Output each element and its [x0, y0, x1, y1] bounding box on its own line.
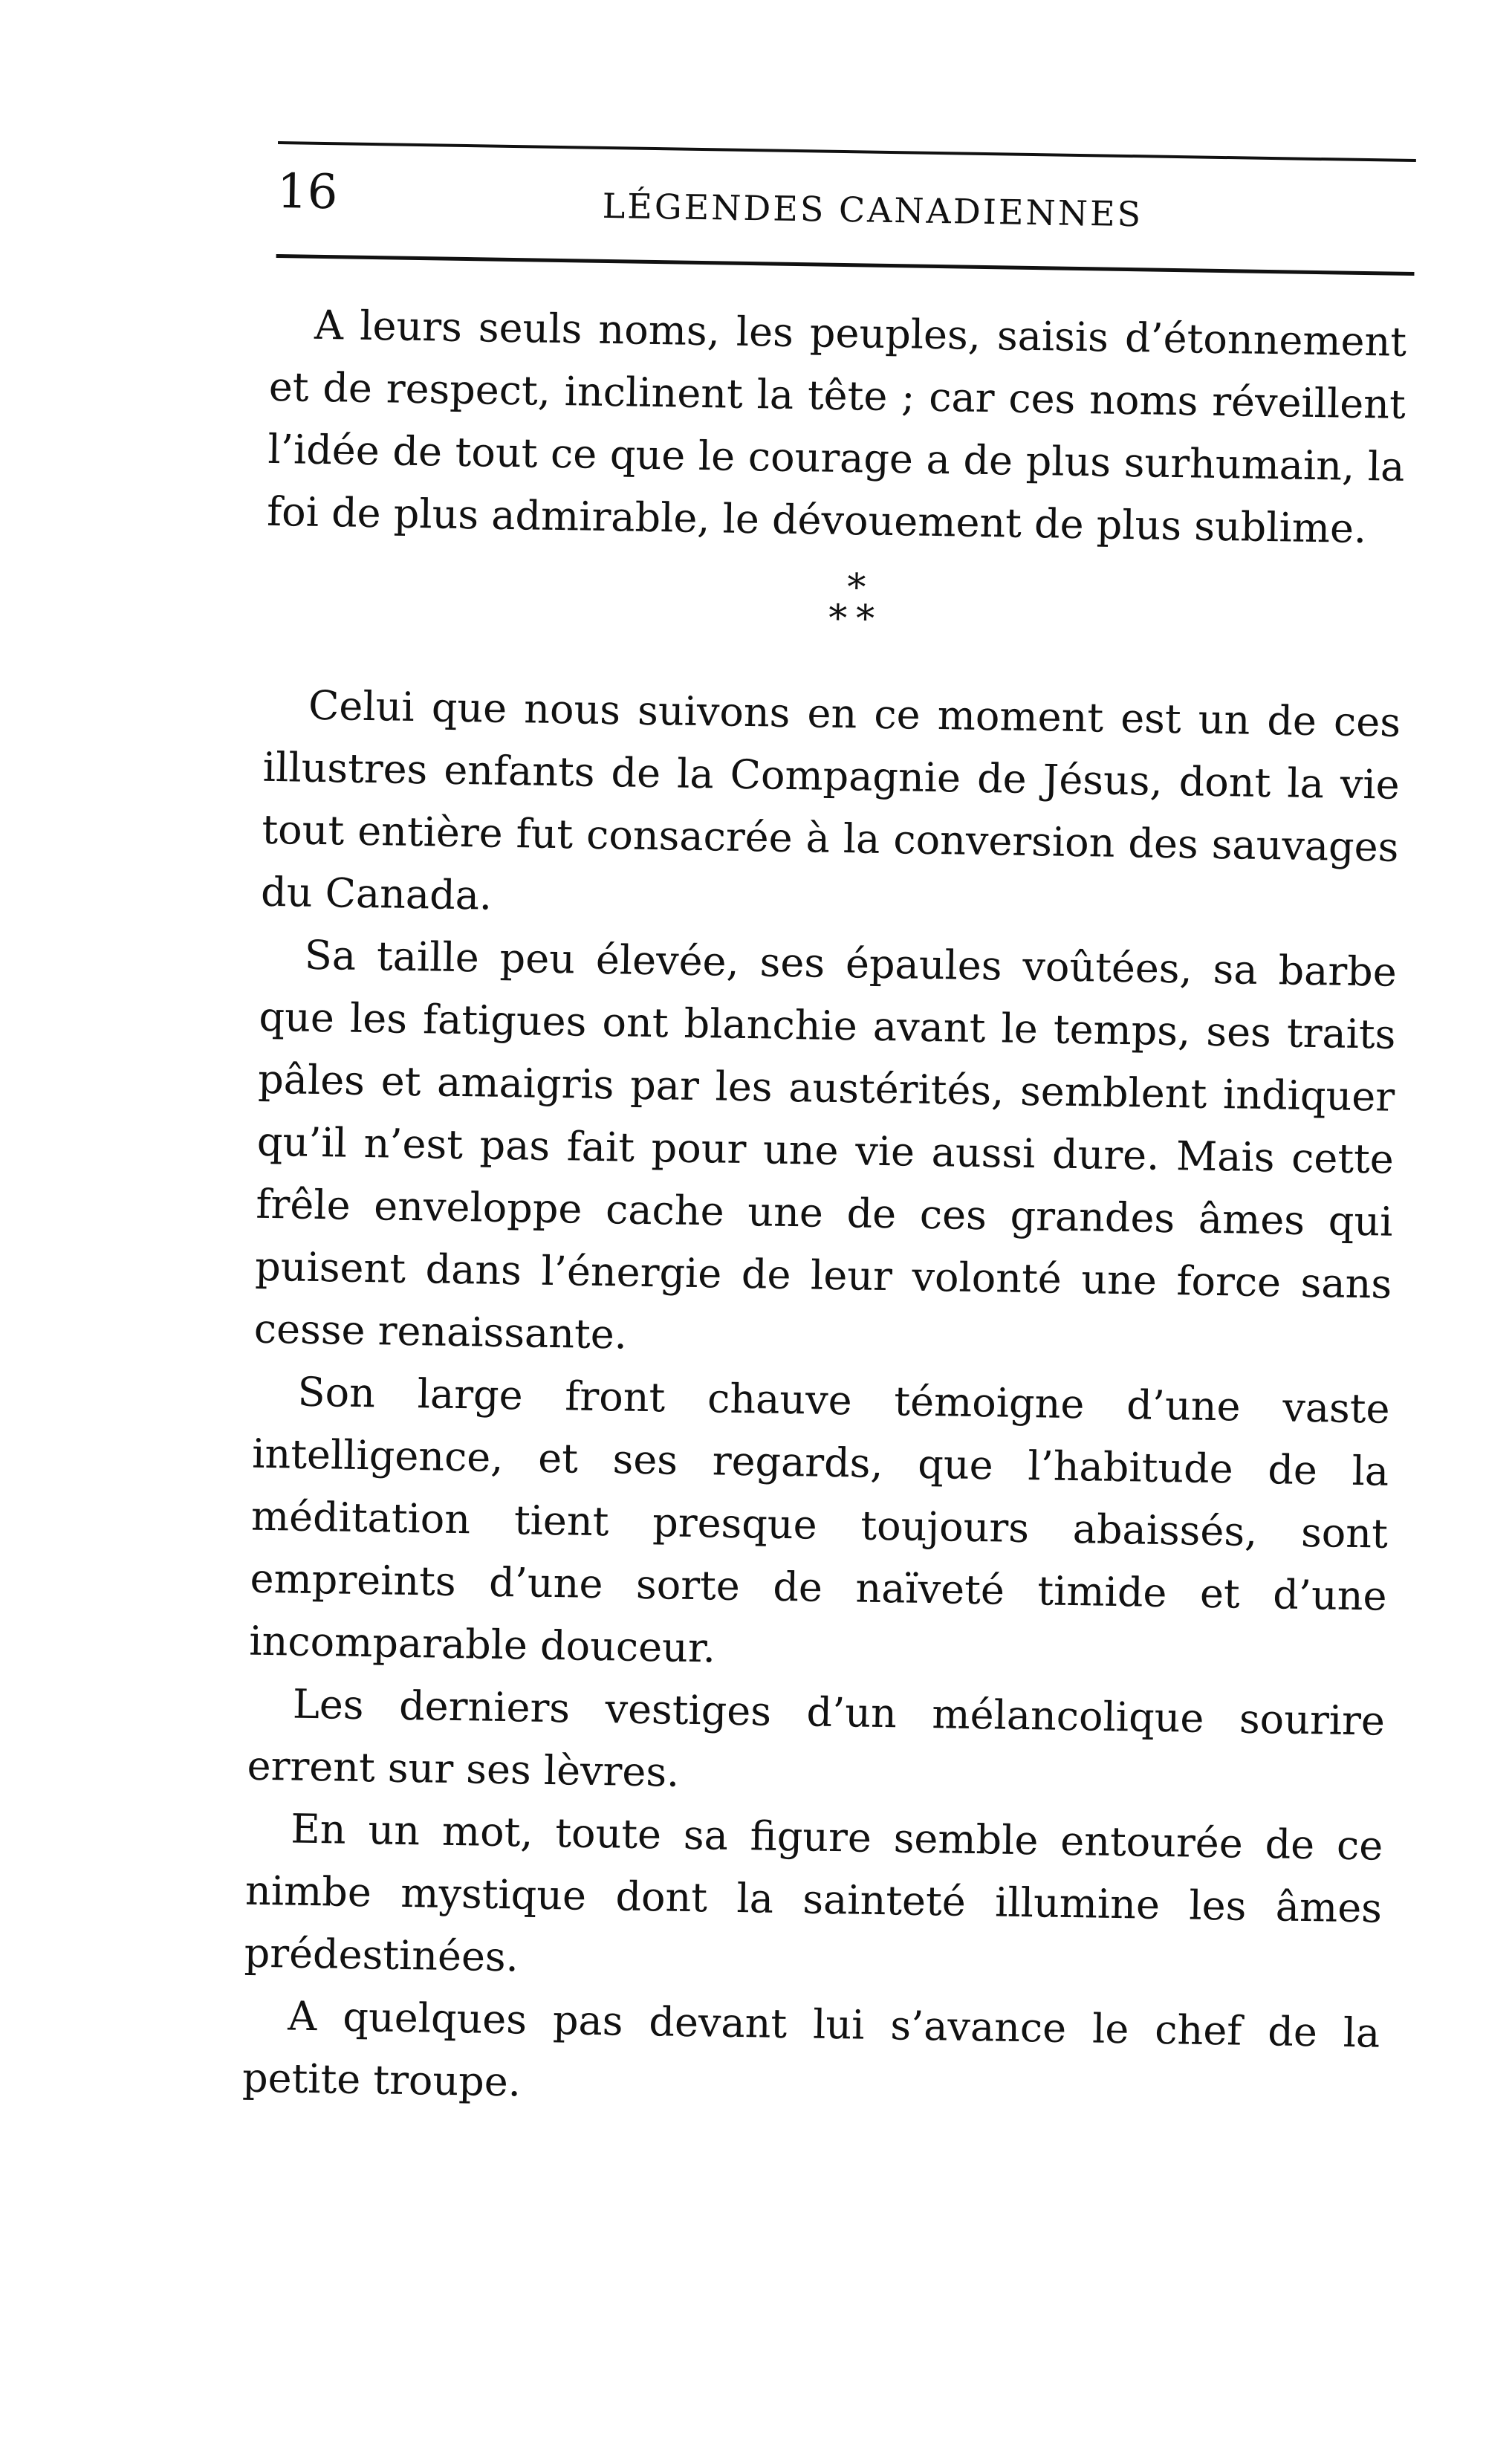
paragraph: En un mot, toute sa figure semble entourée de ce nimbe mystique dont la sainteté illumine les âmes prédestinées. — [244, 1805, 1383, 1981]
paragraph: A leurs seuls noms, les peuples, saisis d’étonnement et de respect, inclinent la tête ; car ces noms réveillent l’idée de tout ce que le courage a de plus surhumain, la foi de plus admirable, le dévouement de plus sublime. — [266, 301, 1407, 553]
body-text — [241, 294, 1406, 2127]
paragraph: Son large front chauve témoigne d’une vaste intelligence, et ses regards, que l’habitude de la méditation tient presque toujours abaissés, sont empreints d’une sorte de naïveté timide et d’une incomparable douceur. — [248, 1368, 1390, 1672]
separator-top: * — [846, 565, 866, 609]
separator-bottom: ** — [828, 596, 884, 641]
section-separator — [265, 565, 1403, 646]
paragraph: Les derniers vestiges d’un mélancolique sourire errent sur ses lèvres. — [247, 1680, 1386, 1796]
paragraph: Celui que nous suivons en ce moment est un de ces illustres enfants de la Compagnie de Jésus, dont la vie tout entière fut consacrée à la conversion des sauvages du Canada. — [260, 681, 1401, 919]
paragraph: A quelques pas devant lui s’avance le chef de la petite troupe. — [241, 1992, 1380, 2106]
header-bottom-rule — [276, 254, 1415, 276]
paragraph: Sa taille peu élevée, ses épaules voûtées, sa barbe que les fatigues ont blanchie avant le temps, ses traits pâles et amaigris par les austérités, semblent indiquer qu’il n’est pas fait pour une vie aussi dure. Mais cette frêle enveloppe cache une de ces grandes âmes qui puisent dans l’énergie de leur volonté une force sans cesse renaissante. — [253, 931, 1398, 1358]
header-top-rule — [278, 141, 1416, 162]
page-number: 16 — [276, 163, 339, 221]
running-title: LÉGENDES CANADIENNES — [602, 185, 1143, 235]
